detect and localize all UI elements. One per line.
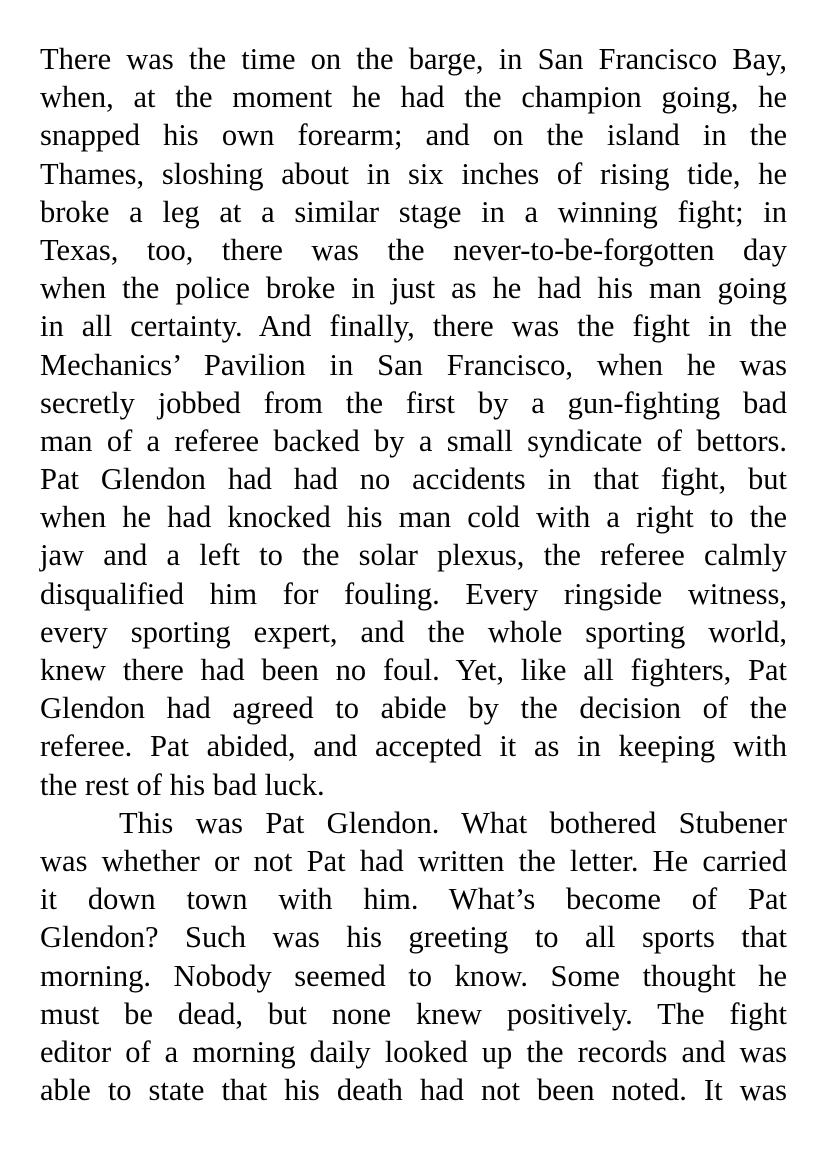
text-line: every sporting expert, and the whole sporting world, bbox=[40, 614, 787, 649]
text-line: snapped his own forearm; and on the island in the bbox=[40, 118, 787, 153]
text-line: secretly jobbed from the first by a gun-fighting bad bbox=[40, 385, 787, 420]
text-line: the rest of his bad luck. bbox=[40, 767, 325, 802]
text-line: Texas, too, there was the never-to-be-forgotten day bbox=[40, 232, 787, 267]
paragraph-2 bbox=[40, 804, 787, 1110]
text-line: Glendon had agreed to abide by the decision of the bbox=[40, 691, 787, 726]
text-line: referee. Pat abided, and accepted it as in keeping with bbox=[40, 729, 787, 764]
text-line: in all certainty. And finally, there was the fight in the bbox=[40, 309, 787, 344]
text-line: able to state that his death had not been noted. It was bbox=[40, 1073, 787, 1108]
text-line: morning. Nobody seemed to know. Some thought he bbox=[40, 958, 787, 993]
text-line: Mechanics’ Pavilion in San Francisco, when he was bbox=[40, 347, 787, 382]
book-page bbox=[40, 40, 787, 1109]
text-line: Pat Glendon had had no accidents in that fight, but bbox=[40, 462, 787, 497]
text-line: Glendon? Such was his greeting to all sports that bbox=[40, 920, 787, 955]
text-line: editor of a morning daily looked up the records and was bbox=[40, 1034, 787, 1069]
text-line: when he had knocked his man cold with a right to the bbox=[40, 500, 787, 535]
text-line: There was the time on the barge, in San Francisco Bay, bbox=[40, 42, 787, 76]
text-line: This was Pat Glendon. What bothered Stubener bbox=[119, 805, 787, 840]
text-line: when, at the moment he had the champion going, he bbox=[40, 80, 787, 115]
text-line: knew there had been no foul. Yet, like all fighters, Pat bbox=[40, 653, 787, 687]
text-line: man of a referee backed by a small syndicate of bettors. bbox=[40, 423, 787, 458]
text-line: disqualified him for fouling. Every ringside witness, bbox=[40, 576, 787, 611]
text-line: it down town with him. What’s become of Pat bbox=[40, 882, 787, 917]
text-line: was whether or not Pat had written the letter. He carried bbox=[40, 843, 787, 878]
text-line: Thames, sloshing about in six inches of rising tide, he bbox=[40, 156, 787, 191]
text-line: when the police broke in just as he had his man going bbox=[40, 271, 787, 306]
text-line: broke a leg at a similar stage in a winning fight; in bbox=[40, 194, 787, 229]
text-line: jaw and a left to the solar plexus, the referee calmly bbox=[40, 538, 787, 573]
text-line: must be dead, but none knew positively. The fight bbox=[40, 996, 787, 1031]
paragraph-1 bbox=[40, 40, 787, 804]
